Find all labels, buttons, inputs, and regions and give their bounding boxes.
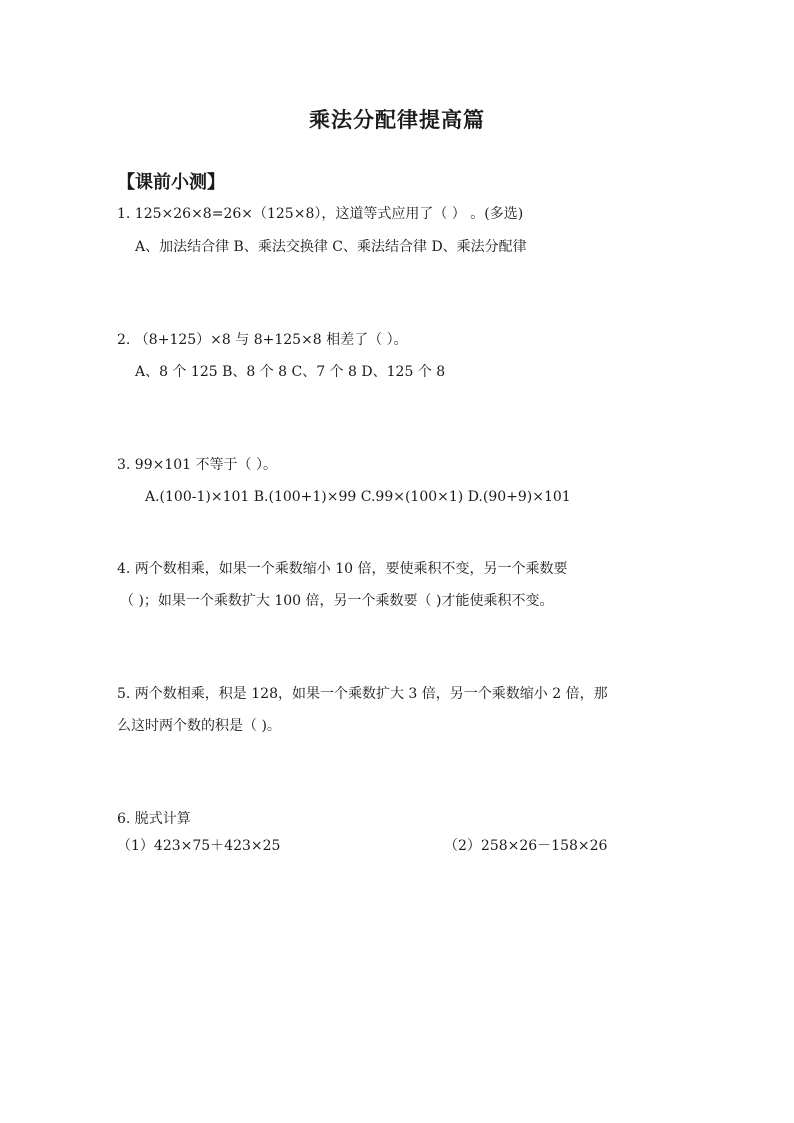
question-1-stem: 1. 125×26×8=26×（125×8），这道等式应用了（ ） 。(多选) xyxy=(117,206,524,222)
question-5-stem: 5. 两个数相乘，积是 128，如果一个乘数扩大 3 倍，另一个乘数缩小 2 倍，那 xyxy=(117,686,608,702)
question-4-continuation: （ )；如果一个乘数扩大 100 倍，另一个乘数要（ )才能使乘积不变。 xyxy=(120,593,554,609)
page-title: 乘法分配律提高篇 xyxy=(309,108,485,132)
question-6-part-1: （1）423×75＋423×25 xyxy=(117,838,281,854)
question-3-stem: 3. 99×101 不等于（ ）。 xyxy=(117,457,277,473)
question-6-stem: 6. 脱式计算 xyxy=(117,811,191,827)
question-1-options: A、加法结合律 B、乘法交换律 C、乘法结合律 D、乘法分配律 xyxy=(135,239,527,255)
section-heading: 【课前小测】 xyxy=(117,172,225,193)
question-5-continuation: 么这时两个数的积是（ )。 xyxy=(117,718,281,734)
question-4-stem: 4. 两个数相乘，如果一个乘数缩小 10 倍，要使乘积不变，另一个乘数要 xyxy=(117,561,568,577)
question-2-stem: 2. （8+125）×8 与 8+125×8 相差了（ ）。 xyxy=(117,332,408,348)
question-3-options: A.(100-1)×101 B.(100+1)×99 C.99×(100×1) D.(90+9)×101 xyxy=(145,489,571,505)
question-2-options: A、8 个 125 B、8 个 8 C、7 个 8 D、125 个 8 xyxy=(135,364,446,380)
question-6-part-2: （2）258×26－158×26 xyxy=(444,838,608,854)
